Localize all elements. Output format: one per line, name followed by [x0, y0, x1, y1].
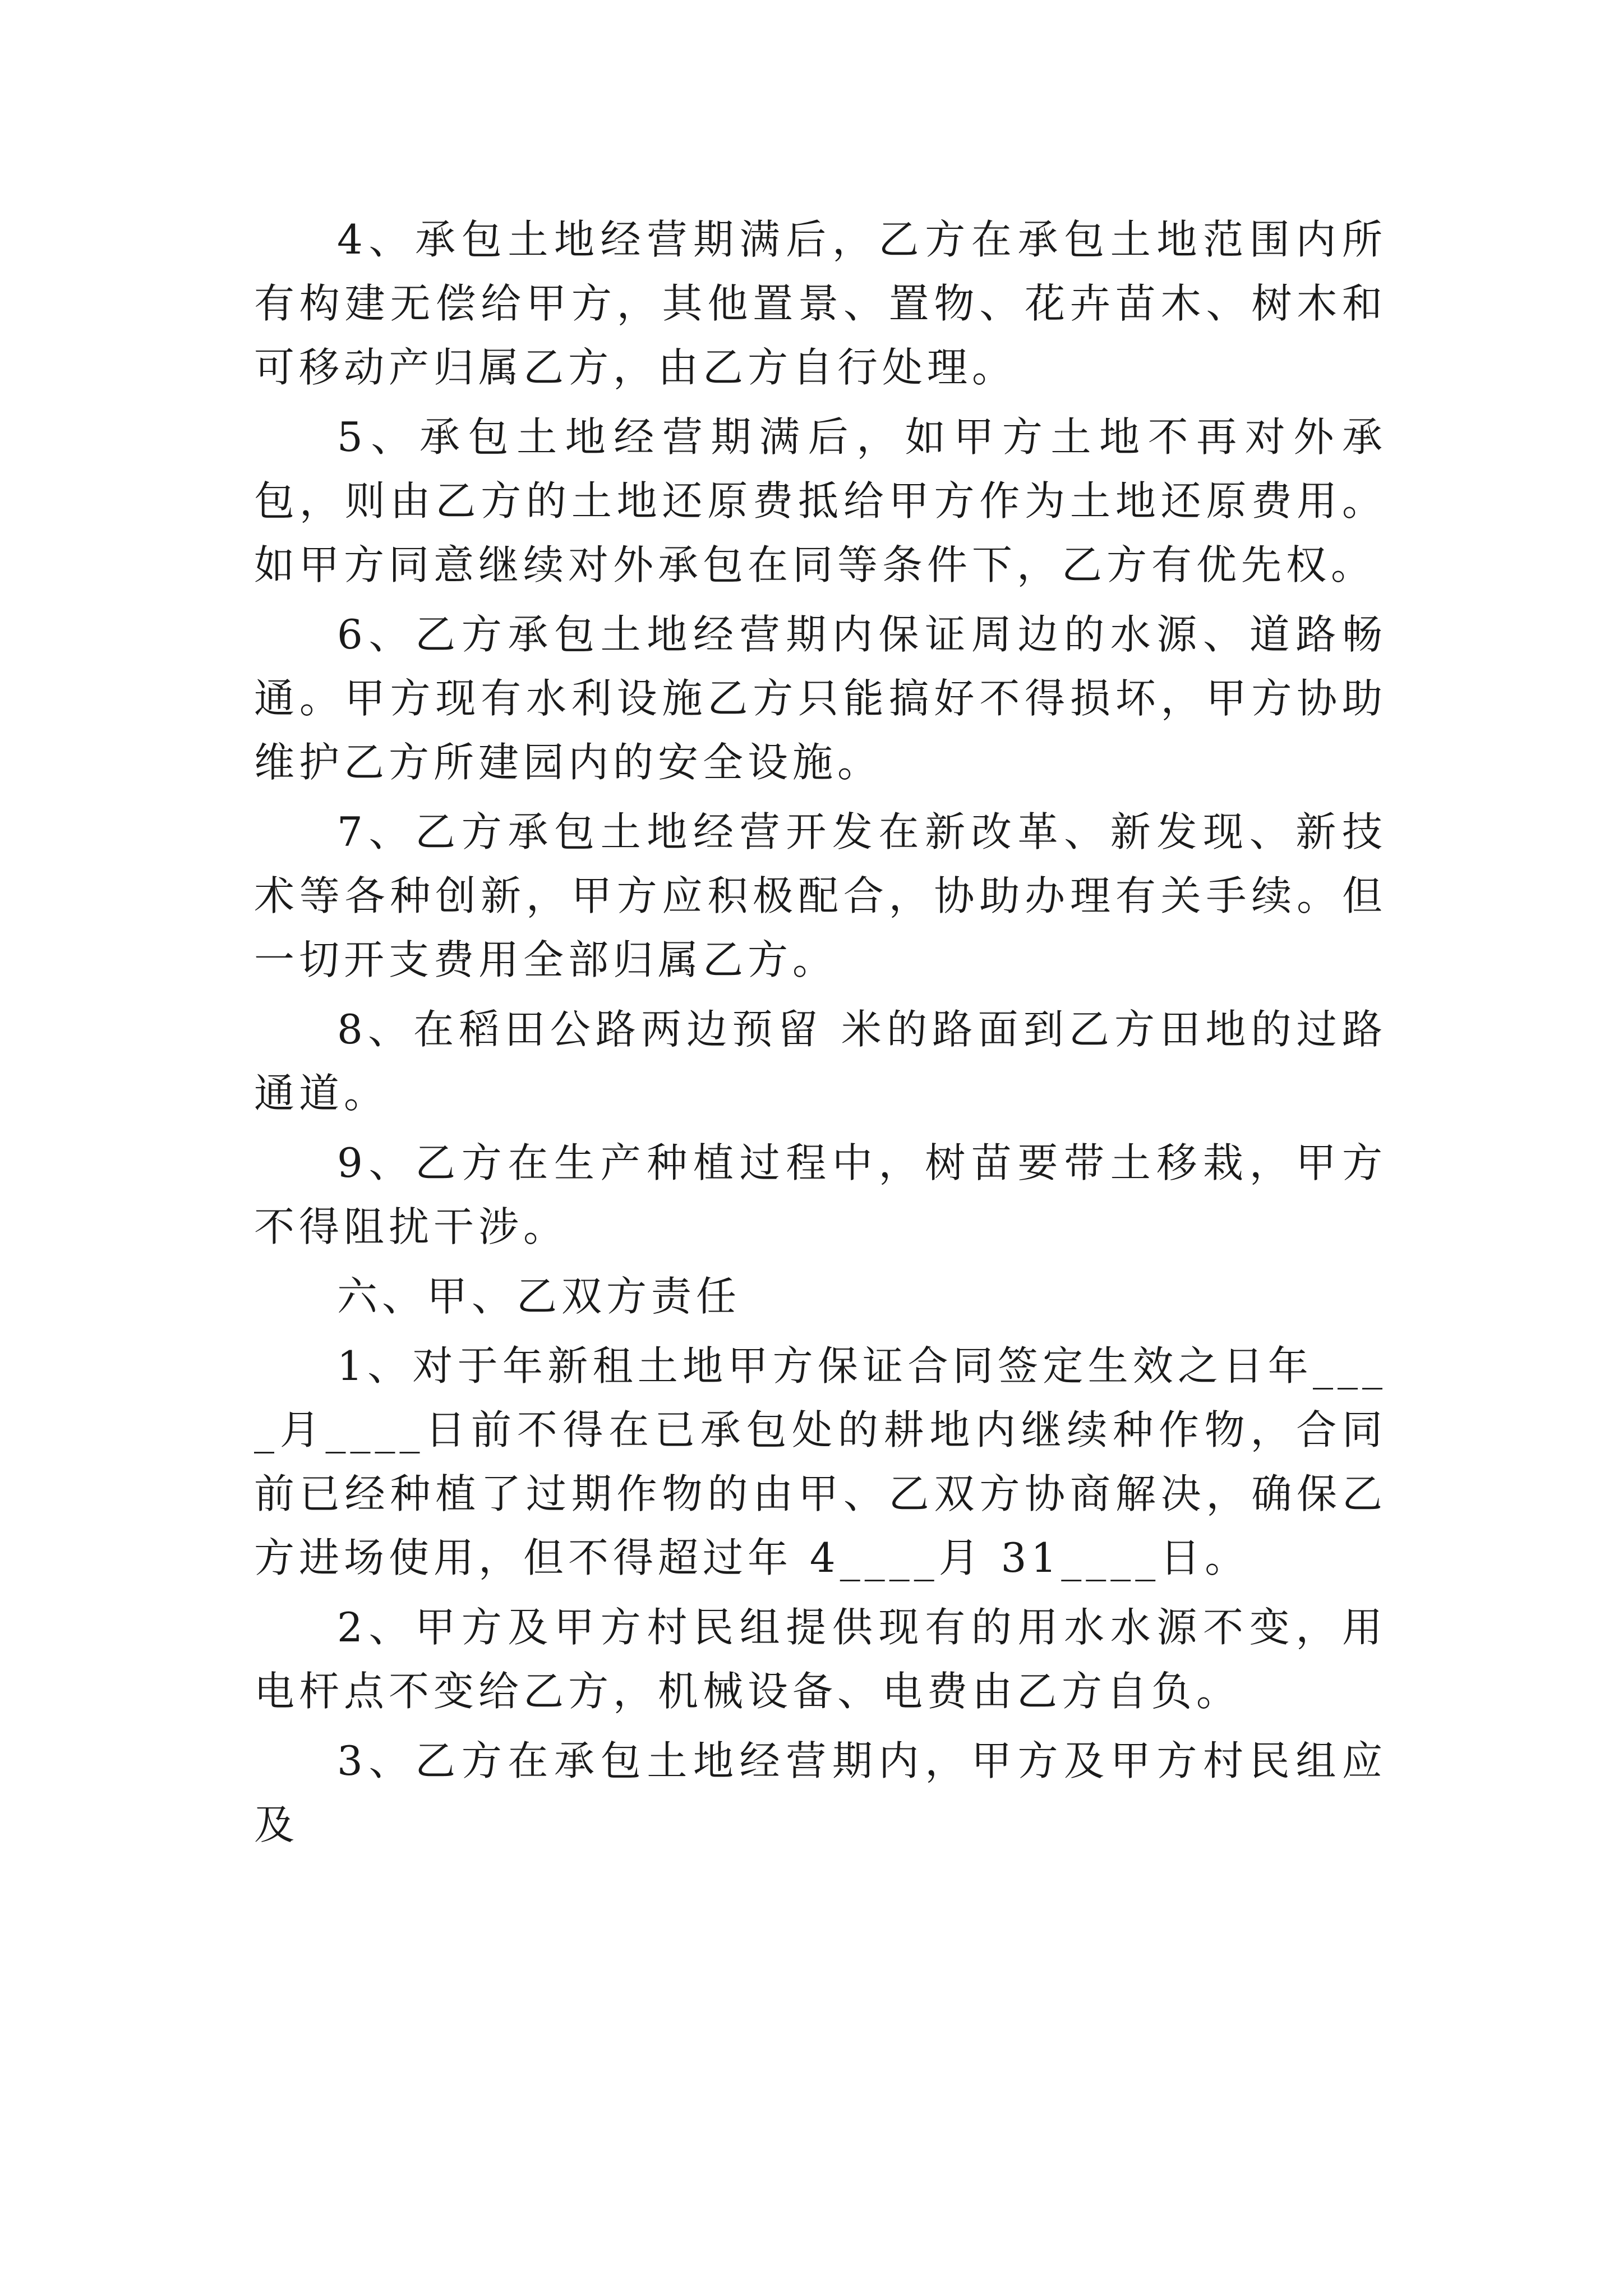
responsibility-1: 1、对于年新租土地甲方保证合同签定生效之日年____月____日前不得在已承包处的耕地内继续种作物，合同前已经种植了过期作物的由甲、乙双方协商解决，确保乙方进场使用，但不得超过年 4____月 31____日。 — [254, 1342, 1387, 1581]
clause-4: 4、承包土地经营期满后，乙方在承包土地范围内所有构建无偿给甲方，其他置景、置物、花卉苗木、树木和可移动产归属乙方，由乙方自行处理。 — [254, 216, 1387, 391]
document-body — [254, 208, 1387, 1862]
clause-6: 6、乙方承包土地经营期内保证周边的水源、道路畅通。甲方现有水利设施乙方只能搞好不得损坏，甲方协助维护乙方所建园内的安全设施。 — [254, 611, 1387, 786]
clause-5: 5、承包土地经营期满后，如甲方土地不再对外承包，则由乙方的土地还原费抵给甲方作为土地还原费用。如甲方同意继续对外承包在同等条件下，乙方有优先权。 — [254, 413, 1387, 588]
section-heading: 六、甲、乙双方责任 — [337, 1273, 741, 1320]
responsibility-3: 3、乙方在承包土地经营期内，甲方及甲方村民组应及 — [254, 1737, 1387, 1848]
clause-7: 7、乙方承包土地经营开发在新改革、新发现、新技术等各种创新，甲方应积极配合，协助办理有关手续。但一切开支费用全部归属乙方。 — [254, 808, 1387, 983]
clause-8: 8、在稻田公路两边预留 米的路面到乙方田地的过路通道。 — [254, 1006, 1387, 1117]
clause-9: 9、乙方在生产种植过程中，树苗要带土移栽，甲方不得阻扰干涉。 — [254, 1139, 1387, 1250]
responsibility-2: 2、甲方及甲方村民组提供现有的用水水源不变，用电杆点不变给乙方，机械设备、电费由乙方自负。 — [254, 1604, 1387, 1715]
